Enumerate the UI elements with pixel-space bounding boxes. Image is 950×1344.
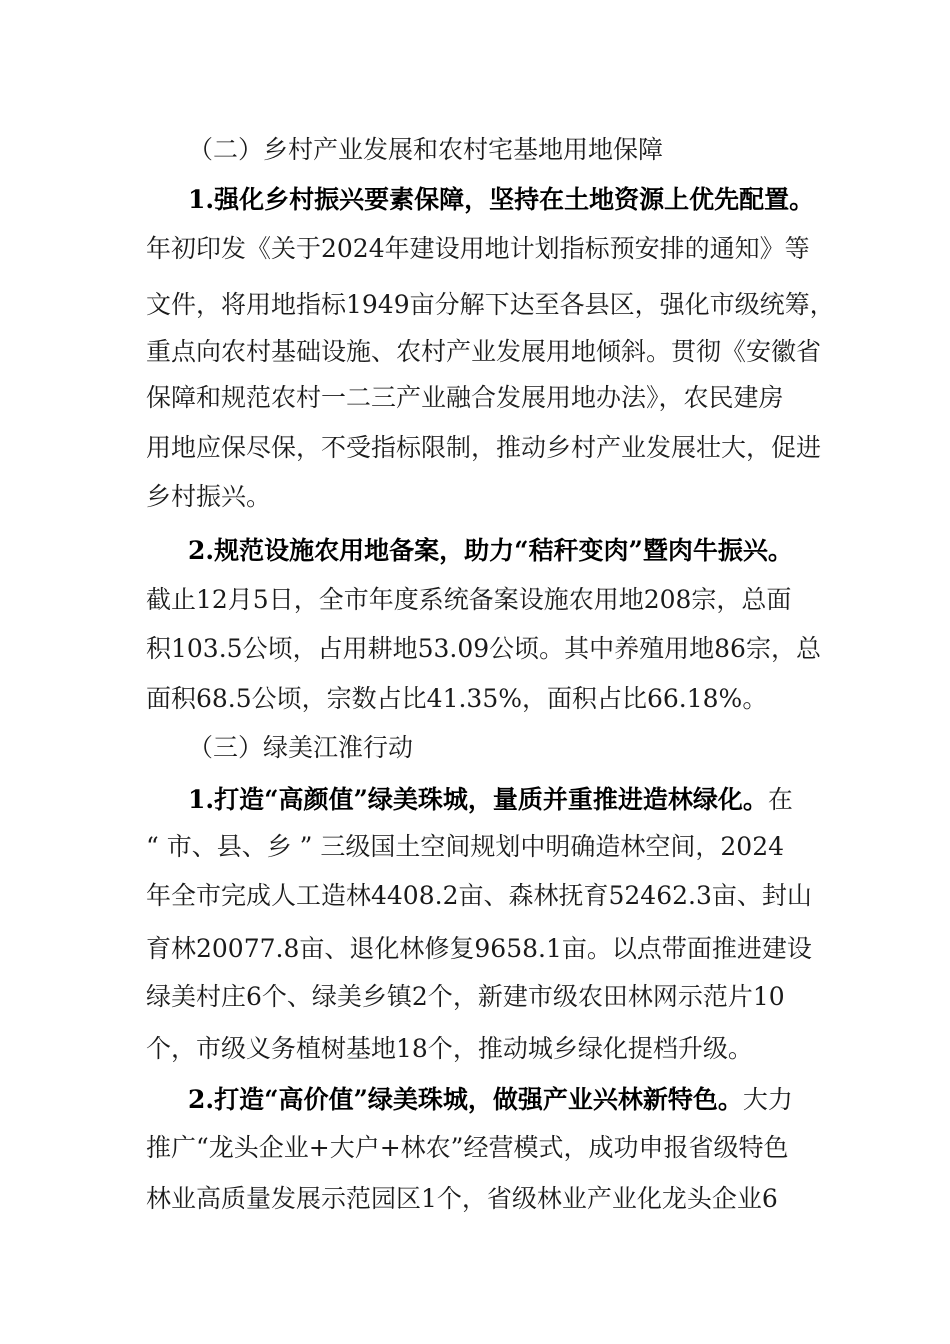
paragraph-line: 个，市级义务植树基地18个，推动城乡绿化提档升级。	[146, 1034, 753, 1063]
subheading-2-2: 2.打造“高价值”绿美珠城，做强产业兴林新特色。	[188, 1085, 743, 1114]
paragraph-continuation: 在	[767, 785, 793, 814]
paragraph-continuation: 大力	[742, 1085, 793, 1114]
subheading-line	[188, 1085, 793, 1115]
paragraph-line: 年全市完成人工造林4408.2亩、森林抚育52462.3亩、封山	[146, 881, 812, 910]
subheading-1-1: 1.强化乡村振兴要素保障，坚持在土地资源上优先配置。	[188, 185, 815, 214]
paragraph-line: 保障和规范农村一二三产业融合发展用地办法》，农民建房	[146, 383, 784, 412]
subheading-line	[188, 785, 793, 815]
paragraph-line: 绿美村庄6个、绿美乡镇2个，新建市级农田林网示范片10	[146, 982, 785, 1011]
paragraph-line: 重点向农村基础设施、农村产业发展用地倾斜。贯彻《安徽省	[146, 337, 822, 366]
paragraph-line: 截止12月5日，全市年度系统备案设施农用地208宗，总面	[146, 585, 792, 614]
section-heading-3: （三）绿美江淮行动	[188, 733, 414, 762]
paragraph-line: 用地应保尽保，不受指标限制，推动乡村产业发展壮大，促进	[146, 433, 822, 462]
paragraph-line: 文件，将用地指标1949亩分解下达至各县区，强化市级统筹，	[146, 290, 835, 319]
section-heading-2: （二）乡村产业发展和农村宅基地用地保障	[188, 135, 664, 164]
subheading-1-2: 2.规范设施农用地备案，助力“秸秆变肉”暨肉牛振兴。	[188, 536, 793, 565]
paragraph-line: 推广“龙头企业+大户+林农”经营模式，成功申报省级特色	[146, 1133, 789, 1162]
paragraph-line: 积103.5公顷，占用耕地53.09公顷。其中养殖用地86宗，总	[146, 634, 821, 663]
paragraph-line: 年初印发《关于2024年建设用地计划指标预安排的通知》等	[146, 234, 810, 263]
paragraph-line: 乡村振兴。	[146, 482, 272, 511]
paragraph-line: “ 市、县、乡 ” 三级国土空间规划中明确造林空间，2024	[146, 832, 785, 861]
subheading-2-1: 1.打造“高颜值”绿美珠城，量质并重推进造林绿化。	[188, 785, 768, 814]
paragraph-line: 林业高质量发展示范园区1个，省级林业产业化龙头企业6	[146, 1184, 778, 1213]
paragraph-line: 育林20077.8亩、退化林修复9658.1亩。以点带面推进建设	[146, 934, 812, 963]
paragraph-line: 面积68.5公顷，宗数占比41.35%，面积占比66.18%。	[146, 684, 768, 713]
